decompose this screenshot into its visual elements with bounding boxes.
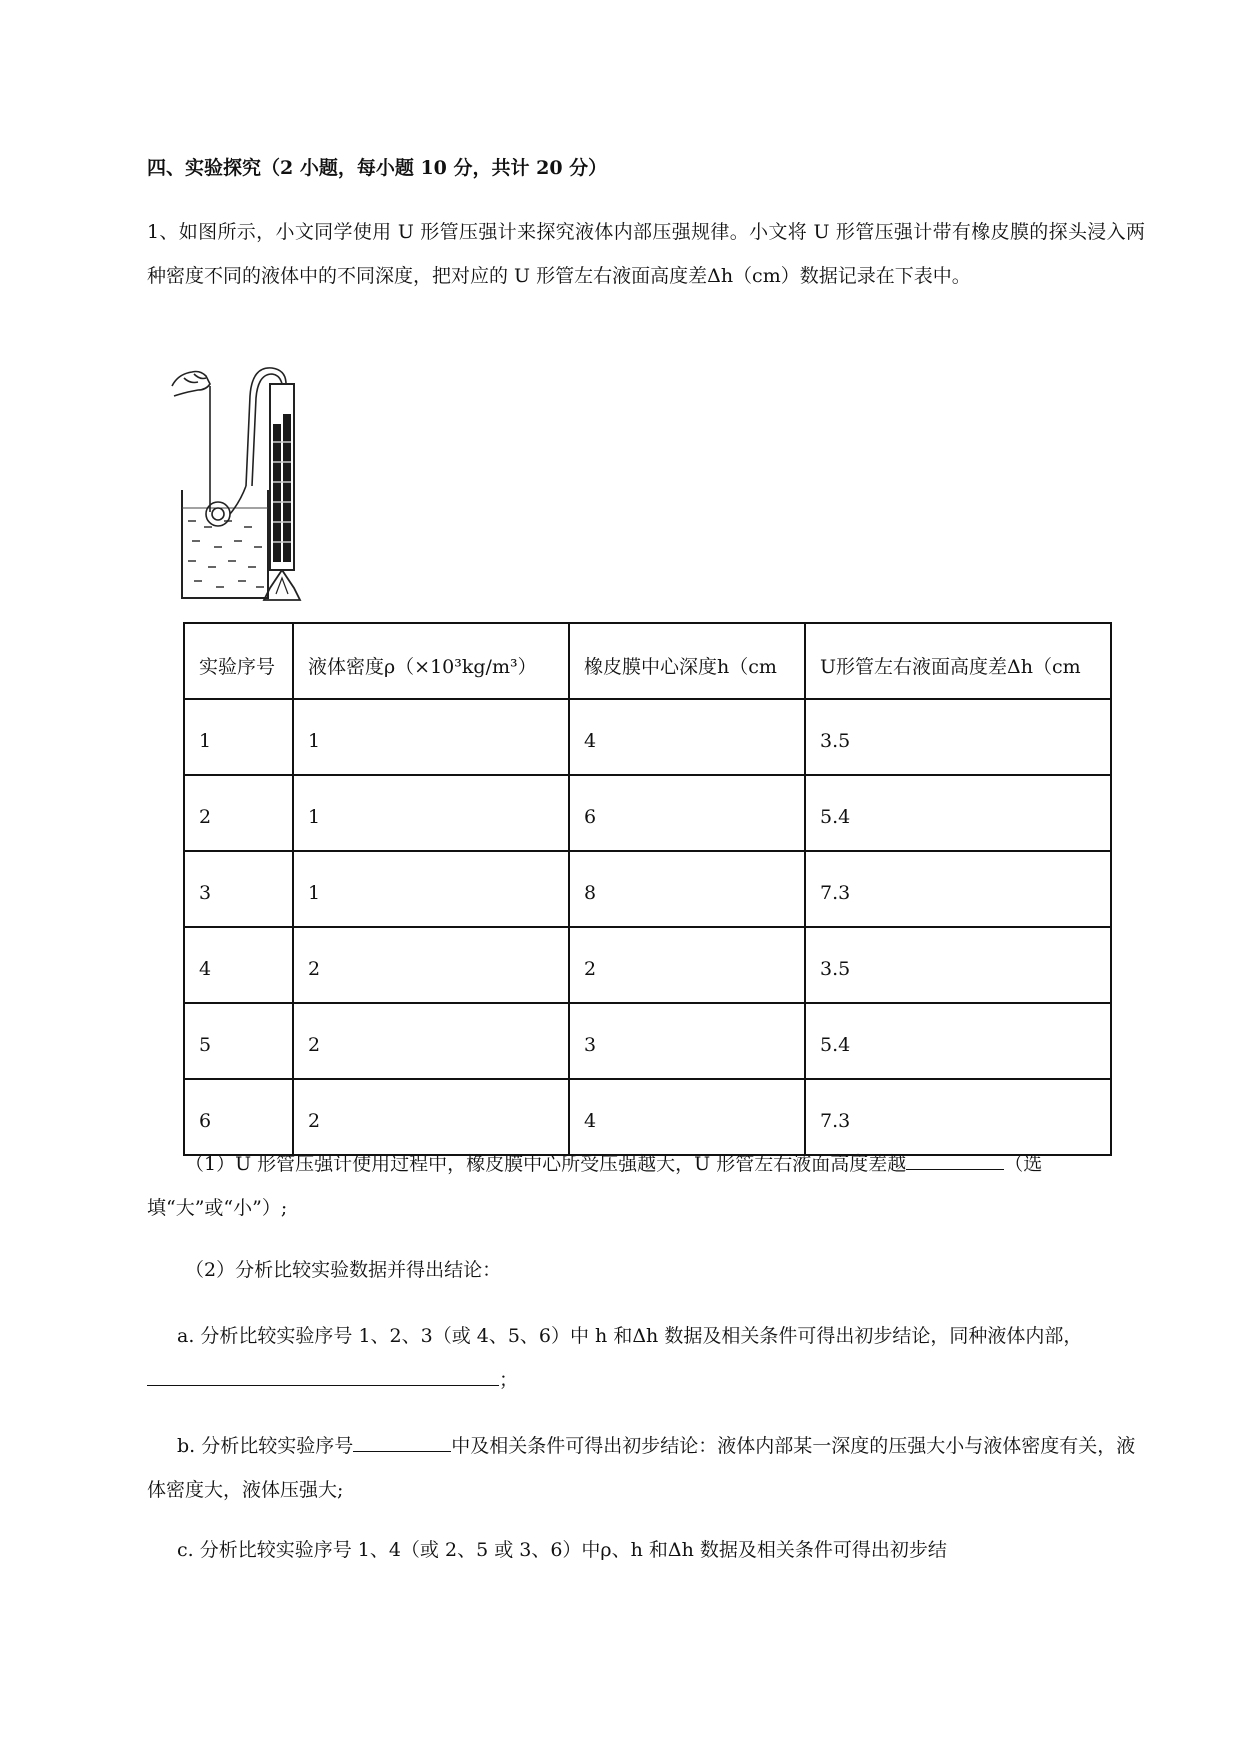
table-cell: 5 <box>184 1003 293 1079</box>
beaker <box>182 490 268 598</box>
data-table <box>183 622 1112 1156</box>
table-cell: 7.3 <box>805 1079 1111 1155</box>
sub-question-1 <box>147 1142 1145 1230</box>
hand-illustration <box>172 372 210 397</box>
table-cell: 8 <box>569 851 805 927</box>
sub-question-b-tail: 中及相关条件可得出初步结论：液体内部某一深度的压强大小与液体密度有关，液体密度大，液体压强大; <box>147 1435 1136 1501</box>
table-cell: 5.4 <box>805 1003 1111 1079</box>
table-cell: 2 <box>293 1079 569 1155</box>
table-cell: 2 <box>293 1003 569 1079</box>
sub-question-a <box>147 1314 1145 1402</box>
sub-question-2: （2）分析比较实验数据并得出结论： <box>185 1259 502 1281</box>
sub-question-a-tail: ； <box>499 1369 519 1391</box>
u-tube-manometer <box>264 384 300 600</box>
table-cell: 4 <box>184 927 293 1003</box>
answer-blank-1[interactable] <box>906 1149 1004 1170</box>
table-cell: 1 <box>293 699 569 775</box>
table-cell: 1 <box>293 775 569 851</box>
sub-question-1-text: （1）U 形管压强计使用过程中，橡皮膜中心所受压强越大，U 形管左右液面高度差越 <box>185 1153 907 1175</box>
sub-question-a-text: a. 分析比较实验序号 1、2、3（或 4、5、6）中 h 和Δh 数据及相关条件可得出初步结论，同种液体内部， <box>177 1325 1083 1347</box>
table-cell: 6 <box>184 1079 293 1155</box>
table-header-cell: U形管左右液面高度差Δh（cm <box>805 623 1111 699</box>
question-1-intro: 1、如图所示，小文同学使用 U 形管压强计来探究液体内部压强规律。小文将 U 形管压强计带有橡皮膜的探头浸入两种密度不同的液体中的不同深度，把对应的 U 形管左右液面高度差Δh（cm）数据记录在下表中。 <box>147 221 1145 287</box>
answer-blank-b[interactable] <box>353 1431 451 1452</box>
sub-question-b <box>147 1424 1145 1512</box>
table-row <box>184 927 1111 1003</box>
table-cell: 6 <box>569 775 805 851</box>
table-row <box>184 775 1111 851</box>
table-cell: 1 <box>184 699 293 775</box>
answer-blank-a[interactable] <box>147 1365 499 1386</box>
table-cell: 2 <box>184 775 293 851</box>
table-row <box>184 699 1111 775</box>
table-header-cell: 实验序号 <box>184 623 293 699</box>
table-cell: 7.3 <box>805 851 1111 927</box>
pressure-gauge-figure <box>170 362 342 606</box>
section-heading: 四、实验探究（2 小题，每小题 10 分，共计 20 分） <box>147 157 608 179</box>
table-cell: 3 <box>184 851 293 927</box>
sub-question-c: c. 分析比较实验序号 1、4（或 2、5 或 3、6）中ρ、h 和Δh 数据及相关条件可得出初步结 <box>177 1539 947 1561</box>
table-cell: 3 <box>569 1003 805 1079</box>
table-header-cell: 液体密度ρ（×10³kg/m³） <box>293 623 569 699</box>
table-cell: 2 <box>569 927 805 1003</box>
table-cell: 4 <box>569 699 805 775</box>
table-row <box>184 1003 1111 1079</box>
table-cell: 4 <box>569 1079 805 1155</box>
table-cell: 3.5 <box>805 927 1111 1003</box>
table-cell: 3.5 <box>805 699 1111 775</box>
sub-question-b-text: b. 分析比较实验序号 <box>177 1435 354 1457</box>
table-row <box>184 851 1111 927</box>
table-cell: 2 <box>293 927 569 1003</box>
table-header-cell: 橡皮膜中心深度h（cm <box>569 623 805 699</box>
probe <box>206 386 246 526</box>
sub-question-1-tail: （选填“大”或“小”）; <box>147 1153 1043 1219</box>
table-cell: 5.4 <box>805 775 1111 851</box>
table-cell: 1 <box>293 851 569 927</box>
table-header-row <box>184 623 1111 699</box>
